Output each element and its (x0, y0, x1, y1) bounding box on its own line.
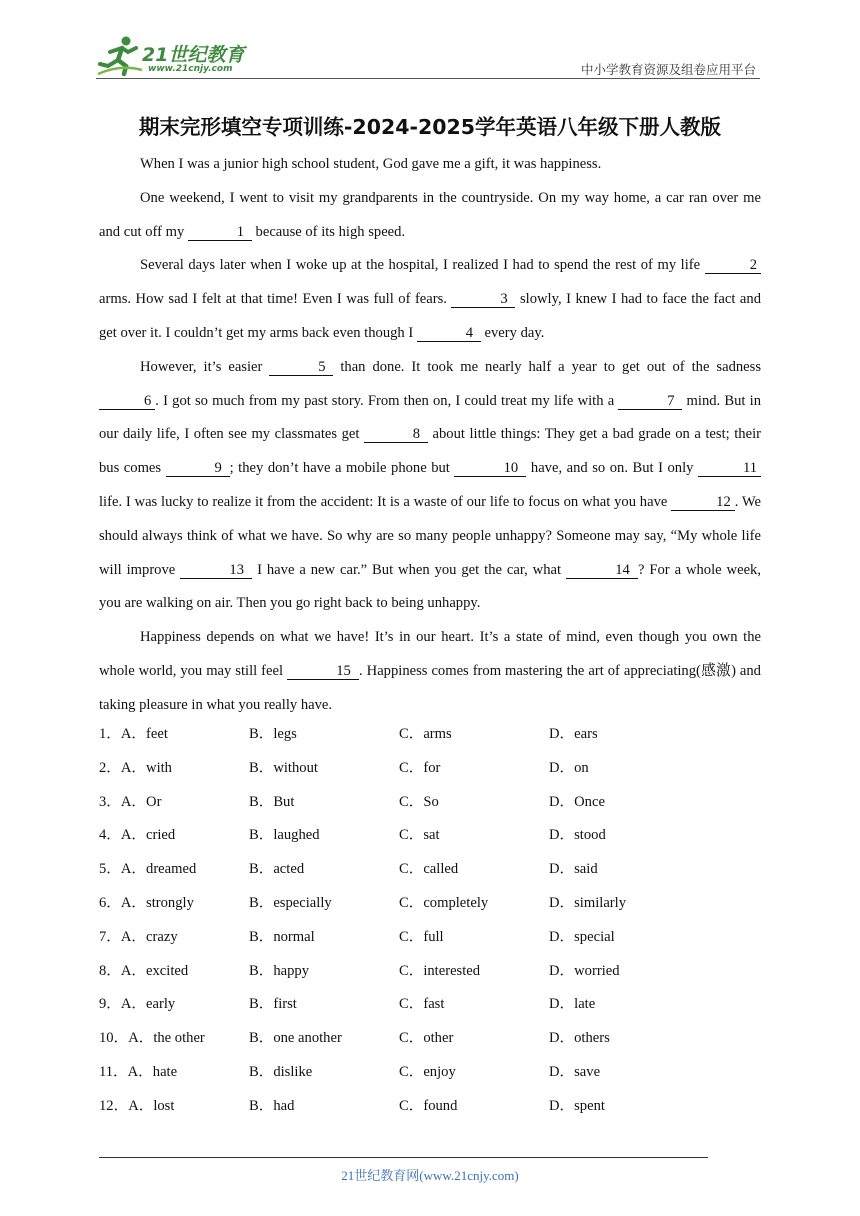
blank-9: 9 (166, 460, 230, 477)
option-b: B．had (249, 1097, 295, 1114)
blank-3: 3 (451, 291, 515, 308)
cloze-passage (99, 148, 761, 723)
option-b: B．one another (249, 1030, 342, 1047)
passage-text: However, it’s easier (140, 358, 270, 375)
blank-12: 12 (671, 494, 735, 511)
option-c: C．found (399, 1097, 458, 1114)
option-b: B．happy (249, 962, 309, 979)
question-row (99, 1092, 761, 1126)
blank-14: 14 (566, 562, 638, 579)
header-divider (96, 78, 760, 79)
blank-8: 8 (364, 426, 428, 443)
blank-1: 1 (188, 224, 252, 241)
blank-7: 7 (618, 393, 682, 410)
option-a: 2．A．with (99, 759, 172, 776)
question-row (99, 889, 761, 923)
passage-text: One weekend, I went to visit my grandparents in the countryside. On my way home, a car ran over me and cut off my (99, 189, 761, 240)
option-d: D．others (549, 1030, 610, 1047)
passage-paragraph (99, 351, 761, 621)
passage-text: life. I was lucky to realize it from the accident: It is a waste of our life to focus on what you have (99, 493, 672, 510)
option-b: B．dislike (249, 1063, 313, 1080)
option-a: 5．A．dreamed (99, 861, 197, 878)
passage-text: every day. (480, 324, 545, 341)
option-b: B．acted (249, 861, 305, 878)
option-d: D．Once (549, 793, 605, 810)
option-a: 10．A．the other (99, 1030, 205, 1047)
option-a: 3．A．Or (99, 793, 162, 810)
option-d: D．similarly (549, 894, 627, 911)
option-d: D．said (549, 861, 598, 878)
question-row (99, 1024, 761, 1058)
question-row (99, 923, 761, 957)
passage-text: When I was a junior high school student, God gave me a gift, it was happiness. (140, 156, 602, 172)
option-c: C．other (399, 1030, 454, 1047)
blank-13: 13 (180, 562, 252, 579)
passage-text: . We should always think of what we have. So why are so many people unhappy? Someone may say, “My whole life will improve (99, 493, 761, 578)
blank-4: 4 (417, 325, 481, 342)
passage-text: because of its high speed. (251, 223, 406, 240)
option-b: B．legs (249, 726, 297, 742)
passage-text: have, and so on. But I only (526, 460, 698, 477)
logo-url: www.21cnjy.com (148, 64, 233, 74)
site-logo[interactable] (96, 34, 266, 76)
passage-text: mind. But in our daily life, I often see my classmates get (99, 392, 761, 443)
passage-text: Happiness depends on what we have! It’s in our heart. It’s a state of mind, even though you own the whole world, you may still feel (99, 629, 761, 679)
question-row (99, 1058, 761, 1092)
option-c: C．full (399, 928, 444, 945)
option-c: C．completely (399, 894, 489, 911)
blank-10: 10 (454, 460, 526, 477)
option-c: C．So (399, 793, 439, 810)
passage-text: . Happiness comes from mastering the art of appreciating(感激) and taking pleasure in what you really have. (99, 662, 761, 713)
passage-text: . I got so much from my past story. From then on, I could treat my life with a (155, 392, 619, 409)
option-b: B．laughed (249, 827, 320, 844)
passage-text: ? For a whole week, you are walking on air. Then you go right back to being unhappy. (99, 561, 761, 612)
option-c: C．sat (399, 827, 440, 844)
passage-text: arms. How sad I felt at that time! Even I was full of fears. (99, 291, 452, 308)
footer-divider (99, 1157, 708, 1158)
option-d: D．on (549, 759, 589, 776)
passage-text: ; they don’t have a mobile phone but (229, 460, 455, 477)
option-a: 9．A．early (99, 996, 176, 1013)
option-d: D．late (549, 996, 596, 1013)
blank-11: 11 (698, 460, 761, 477)
passage-paragraph (99, 249, 761, 350)
question-row (99, 990, 761, 1024)
passage-paragraph (99, 621, 761, 722)
passage-text: Several days later when I woke up at the hospital, I realized I had to spend the rest of my life (140, 257, 705, 274)
option-a: 4．A．cried (99, 827, 176, 844)
question-row (99, 821, 761, 855)
blank-2: 2 (705, 257, 761, 274)
option-d: D．spent (549, 1097, 605, 1114)
question-row (99, 788, 761, 822)
option-d: D．ears (549, 726, 598, 742)
footer-link[interactable]: 21世纪教育网(www.21cnjy.com) (341, 1168, 519, 1183)
option-b: B．without (249, 759, 318, 776)
passage-text: I have a new car.” But when you get the car, what (252, 561, 566, 578)
option-c: C．enjoy (399, 1063, 456, 1080)
passage-text: slowly, I knew I had to face the fact and get over it. I couldn’t get my arms back even though I (99, 291, 761, 341)
passage-paragraph (99, 148, 761, 182)
blank-15: 15 (287, 663, 359, 680)
passage-text: about little things: They get a bad grade on a test; their bus comes (99, 426, 761, 477)
option-a: 1．A．feet (99, 726, 168, 742)
option-c: C．fast (399, 996, 445, 1013)
option-b: B．first (249, 996, 297, 1013)
passage-text: than done. It took me nearly half a year to get out of the sadness (333, 358, 761, 375)
option-b: B．especially (249, 894, 332, 911)
option-a: 8．A．excited (99, 962, 189, 979)
passage-paragraph (99, 182, 761, 250)
blank-5: 5 (269, 359, 333, 376)
question-row (99, 754, 761, 788)
option-c: C．called (399, 861, 459, 878)
blank-6: 6 (99, 393, 155, 410)
option-a: 12．A．lost (99, 1097, 175, 1114)
question-row (99, 855, 761, 889)
option-c: C．arms (399, 726, 452, 742)
option-a: 11．A．hate (99, 1063, 178, 1080)
option-d: D．special (549, 928, 615, 945)
answer-options (99, 720, 761, 1126)
logo-text: 21世纪教育 (142, 44, 245, 66)
platform-name: 中小学教育资源及组卷应用平台 (580, 62, 756, 77)
option-a: 7．A．crazy (99, 928, 178, 945)
question-row (99, 957, 761, 991)
option-d: D．stood (549, 827, 606, 844)
option-c: C．interested (399, 962, 481, 979)
option-b: B．normal (249, 928, 315, 945)
question-row (99, 720, 761, 754)
option-c: C．for (399, 759, 441, 776)
runner-icon (96, 34, 144, 76)
option-a: 6．A．strongly (99, 894, 194, 911)
page-header (96, 30, 760, 78)
option-d: D．save (549, 1063, 601, 1080)
option-d: D．worried (549, 962, 620, 979)
page-title: 期末完形填空专项训练-2024-2025学年英语八年级下册人教版 (138, 115, 722, 139)
option-b: B．But (249, 793, 295, 810)
